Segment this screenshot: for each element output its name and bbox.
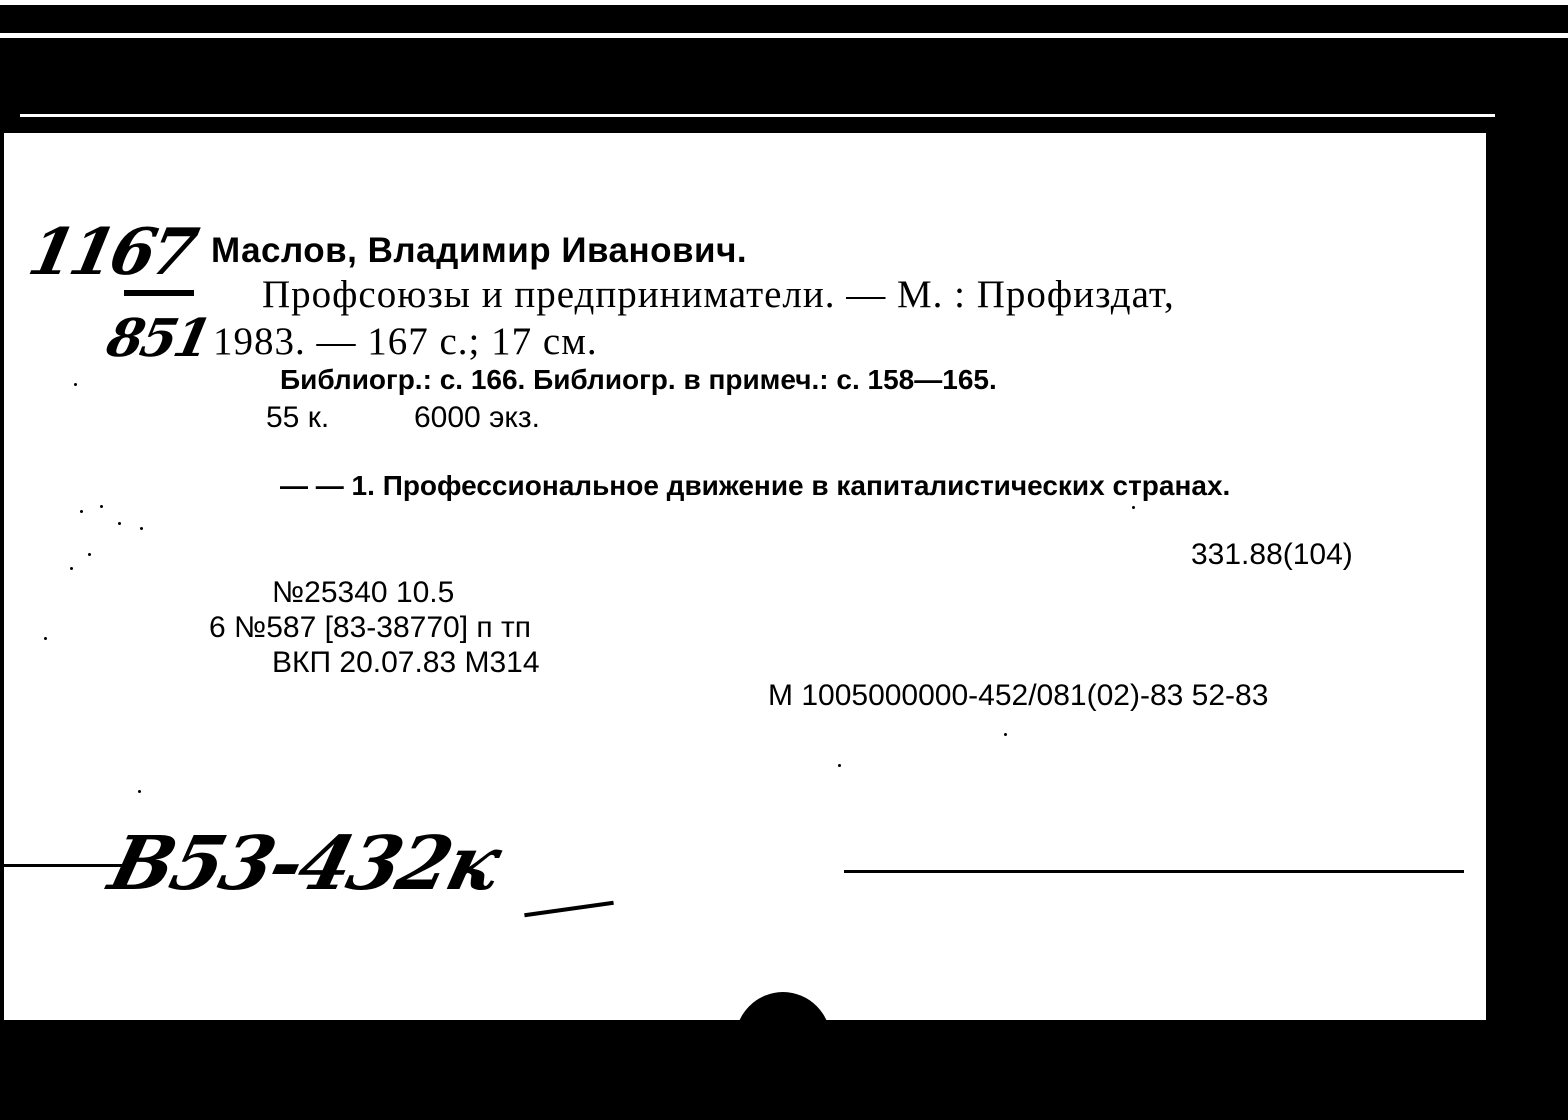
bottom-rule-left <box>4 864 126 867</box>
handwritten-inventory-number: В53-432к <box>101 821 508 907</box>
handwritten-call-number-bottom: 851 <box>101 308 215 369</box>
scan-rule-upper <box>20 114 1495 117</box>
title-line-1: Профсоюзы и предприниматели. — М. : Профиздат, <box>262 273 1175 316</box>
order-number: №25340 10.5 <box>272 576 455 609</box>
bottom-rule-right <box>844 870 1464 873</box>
scan-speck <box>100 505 103 508</box>
title-line-2: 1983. — 167 с.; 17 см. <box>213 320 598 363</box>
classification-code: 331.88(104) <box>1191 538 1353 571</box>
scan-speck <box>80 510 83 513</box>
scan-speck <box>74 383 77 386</box>
bibliography-note: Библиогр.: с. 166. Библиогр. в примеч.: с. 158—165. <box>280 364 997 395</box>
registration-line: ВКП 20.07.83 М314 <box>272 646 540 679</box>
scan-speck <box>138 790 141 793</box>
call-number-underline <box>124 290 194 296</box>
scan-speck <box>140 527 143 530</box>
subject-heading: — — 1. Профессиональное движение в капиталистических странах. <box>280 470 1231 501</box>
library-catalog-card <box>4 133 1486 1020</box>
price: 55 к. <box>266 401 330 434</box>
inventory-underline-stroke <box>524 901 614 917</box>
scan-speck <box>1132 506 1135 509</box>
punch-hole <box>735 992 831 1090</box>
scan-speck <box>88 553 91 556</box>
scan-speck <box>1004 733 1007 736</box>
author-heading: Маслов, Владимир Иванович. <box>211 231 748 270</box>
scan-speck <box>70 567 73 570</box>
publisher-code: М 1005000000-452/081(02)-83 52-83 <box>768 679 1269 712</box>
scan-speck <box>118 522 121 525</box>
scan-speck <box>838 764 841 767</box>
print-run: 6000 экз. <box>414 401 540 434</box>
scan-border-top <box>0 0 1568 38</box>
handwritten-call-number-top: 1167 <box>22 215 201 290</box>
card-number: 6 №587 [83-38770] п тп <box>209 611 531 644</box>
scan-speck <box>44 637 47 640</box>
